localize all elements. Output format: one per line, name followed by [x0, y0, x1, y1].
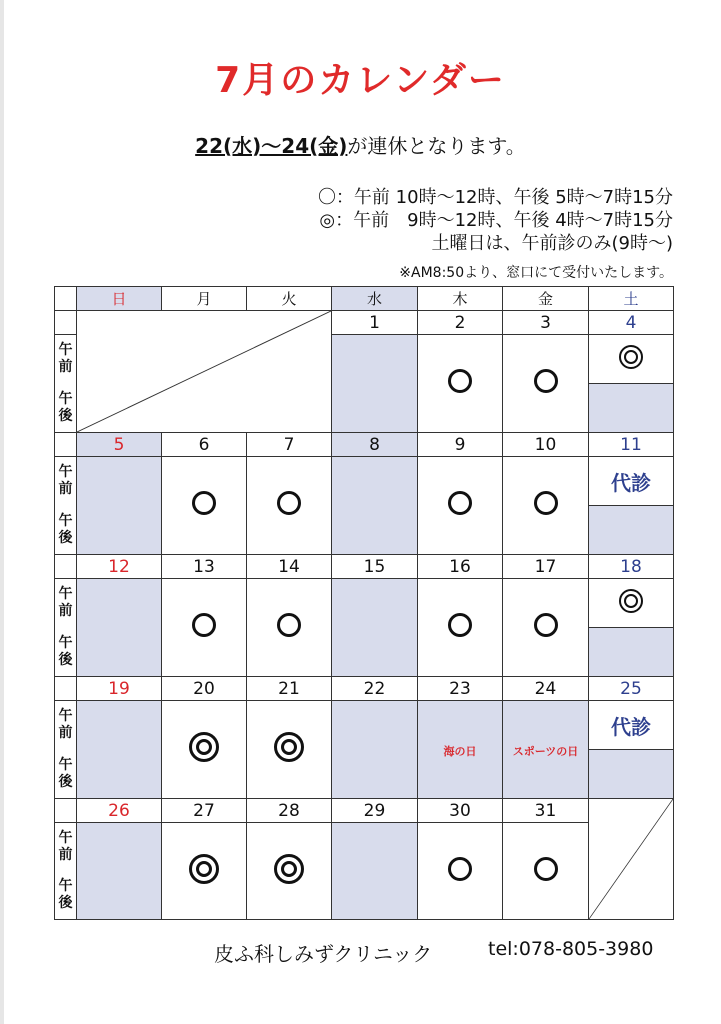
date-30: 30: [418, 799, 503, 823]
clinic-name: 皮ふ科しみずクリニック: [214, 942, 433, 966]
week-1-dates: [55, 311, 674, 335]
hours-line-saturday: 土曜日は、午前診のみ(9時〜): [431, 233, 673, 254]
substitute-doctor-label: 代診: [611, 470, 651, 495]
date-10: 10: [503, 433, 589, 457]
sat-pm-closed: [589, 506, 674, 555]
date-13: 13: [162, 555, 247, 579]
double-circle-icon: [189, 854, 219, 884]
closed-cell: [77, 823, 162, 920]
circle-icon: [534, 857, 558, 881]
week-4-dates: [55, 677, 674, 701]
weekday-thu: 木: [418, 287, 503, 311]
clinic-phone[interactable]: tel:078-805-3980: [488, 938, 654, 960]
pm-label: 午 後: [55, 628, 77, 677]
empty-cell-week1: [77, 311, 332, 433]
open-cell: [503, 335, 589, 433]
circle-icon: [277, 613, 301, 637]
open-cell: [247, 823, 332, 920]
open-cell: [503, 579, 589, 677]
circle-icon: [448, 369, 472, 393]
sat-am-cell: [589, 579, 674, 628]
holiday-text: が連休となります。: [347, 134, 526, 158]
open-cell: [247, 457, 332, 555]
date-12: 12: [77, 555, 162, 579]
open-cell: [503, 823, 589, 920]
corner-cell: [55, 287, 77, 311]
open-cell: [162, 579, 247, 677]
open-cell: [418, 335, 503, 433]
week-5-am: [55, 823, 674, 872]
date-14: 14: [247, 555, 332, 579]
closed-cell: [332, 335, 418, 433]
date-label-cell: [55, 555, 77, 579]
circle-icon: [534, 491, 558, 515]
open-cell: [162, 701, 247, 799]
date-label-cell: [55, 799, 77, 823]
page-title: 7月のカレンダー: [215, 60, 506, 101]
sports-day-label: スポーツの日: [512, 744, 579, 758]
substitute-doctor-label: 代診: [611, 714, 651, 739]
week-2-dates: [55, 433, 674, 457]
sat-pm-closed: [589, 384, 674, 433]
date-label-cell: [55, 677, 77, 701]
closed-cell: [332, 701, 418, 799]
date-label-cell: [55, 433, 77, 457]
date-27: 27: [162, 799, 247, 823]
circle-icon: [277, 491, 301, 515]
week-5-dates: [55, 799, 674, 823]
weekday-sat: 土: [589, 287, 674, 311]
date-16: 16: [418, 555, 503, 579]
week-4-am: [55, 701, 674, 750]
open-cell: [418, 457, 503, 555]
open-cell: [162, 457, 247, 555]
date-5: 5: [77, 433, 162, 457]
office-hours: [318, 186, 673, 255]
pm-label: 午 後: [55, 384, 77, 433]
closed-cell: [77, 579, 162, 677]
circle-icon: [534, 369, 558, 393]
double-circle-icon: [189, 732, 219, 762]
pm-label: 午 後: [55, 871, 77, 920]
circle-icon: [192, 491, 216, 515]
pm-label: 午 後: [55, 750, 77, 799]
weekday-mon: 月: [162, 287, 247, 311]
date-1: 1: [332, 311, 418, 335]
holiday-cell: [418, 701, 503, 799]
date-3: 3: [503, 311, 589, 335]
double-circle-icon: [274, 854, 304, 884]
double-circle-icon: [274, 732, 304, 762]
closed-cell: [332, 457, 418, 555]
am-label: 午 前: [55, 823, 77, 872]
date-17: 17: [503, 555, 589, 579]
hours-line-circle: 〇：午前 10時〜12時、午後 5時〜7時15分: [317, 187, 673, 208]
am-label: 午 前: [55, 701, 77, 750]
sat-am-cell: [589, 335, 674, 384]
weekday-fri: 金: [503, 287, 589, 311]
am-label: 午 前: [55, 335, 77, 384]
open-cell: [418, 823, 503, 920]
closed-cell: [77, 701, 162, 799]
open-cell: [503, 457, 589, 555]
sat-pm-closed: [589, 750, 674, 799]
weekday-tue: 火: [247, 287, 332, 311]
closed-cell: [77, 457, 162, 555]
date-8: 8: [332, 433, 418, 457]
circle-icon: [448, 613, 472, 637]
empty-cell-week5: [589, 799, 674, 920]
double-circle-icon: [619, 345, 643, 369]
closed-cell: [332, 579, 418, 677]
marine-day-label: 海の日: [443, 744, 477, 758]
open-cell: [162, 823, 247, 920]
open-cell: [418, 579, 503, 677]
open-cell: [247, 579, 332, 677]
date-25: 25: [589, 677, 674, 701]
date-28: 28: [247, 799, 332, 823]
holiday-dates: 22(水)〜24(金): [195, 134, 348, 158]
double-circle-icon: [619, 589, 643, 613]
date-20: 20: [162, 677, 247, 701]
holiday-cell: [503, 701, 589, 799]
date-11: 11: [589, 433, 674, 457]
date-6: 6: [162, 433, 247, 457]
subtitle: [0, 130, 721, 159]
date-label-cell: [55, 311, 77, 335]
circle-icon: [448, 491, 472, 515]
date-29: 29: [332, 799, 418, 823]
date-26: 26: [77, 799, 162, 823]
circle-icon: [534, 613, 558, 637]
calendar-table: [54, 286, 674, 920]
sat-am-cell: [589, 457, 674, 506]
date-19: 19: [77, 677, 162, 701]
date-24: 24: [503, 677, 589, 701]
weekday-wed: 水: [332, 287, 418, 311]
weekday-sun: 日: [77, 287, 162, 311]
week-3-am: [55, 579, 674, 628]
weekday-header: [55, 287, 674, 311]
sat-am-cell: [589, 701, 674, 750]
hours-line-double-circle: ◎：午前 9時〜12時、午後 4時〜7時15分: [319, 210, 673, 231]
circle-icon: [448, 857, 472, 881]
week-3-dates: [55, 555, 674, 579]
date-18: 18: [589, 555, 674, 579]
date-7: 7: [247, 433, 332, 457]
date-31: 31: [503, 799, 589, 823]
date-9: 9: [418, 433, 503, 457]
reception-note: ※AM8:50より、窓口にて受付いたします。: [399, 265, 673, 281]
date-15: 15: [332, 555, 418, 579]
am-label: 午 前: [55, 457, 77, 506]
open-cell: [247, 701, 332, 799]
week-2-am: [55, 457, 674, 506]
date-23: 23: [418, 677, 503, 701]
date-2: 2: [418, 311, 503, 335]
am-label: 午 前: [55, 579, 77, 628]
pm-label: 午 後: [55, 506, 77, 555]
circle-icon: [192, 613, 216, 637]
closed-cell: [332, 823, 418, 920]
date-21: 21: [247, 677, 332, 701]
sat-pm-closed: [589, 628, 674, 677]
date-4: 4: [589, 311, 674, 335]
date-22: 22: [332, 677, 418, 701]
